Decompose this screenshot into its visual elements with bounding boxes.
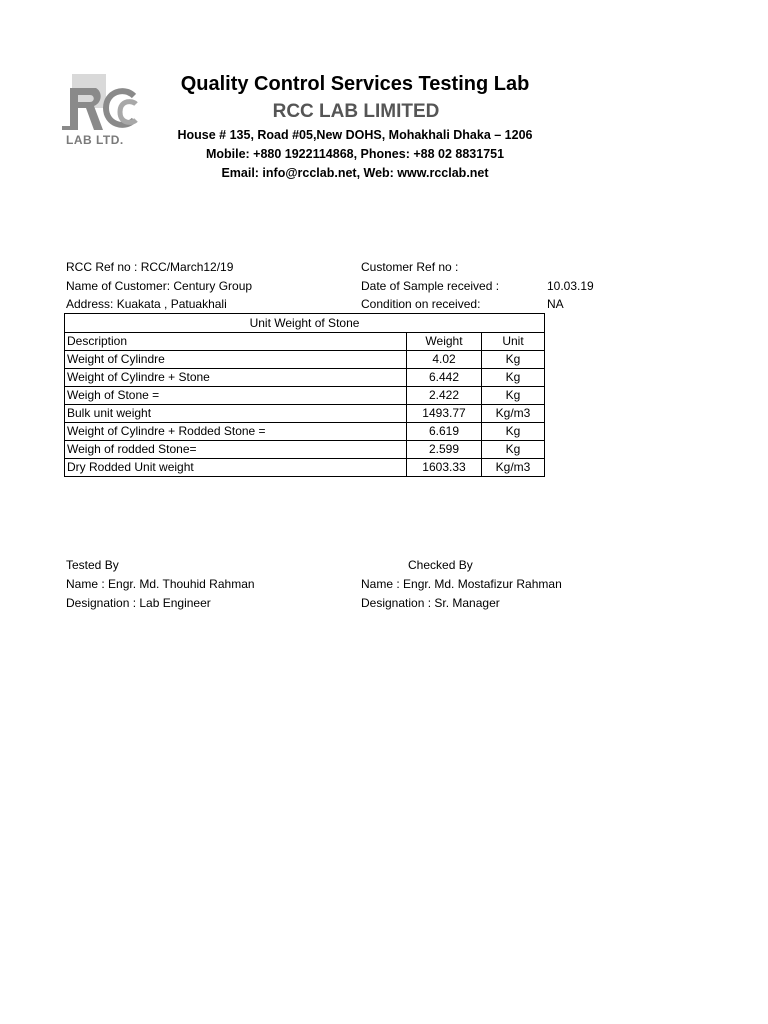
row-weight: 6.442 xyxy=(407,369,482,387)
table-header-row xyxy=(65,333,545,351)
row-description: Bulk unit weight xyxy=(65,405,407,423)
sample-date-value: 10.03.19 xyxy=(547,279,594,293)
row-unit: Kg/m3 xyxy=(482,459,545,477)
row-unit: Kg/m3 xyxy=(482,405,545,423)
table-row xyxy=(65,459,545,477)
row-description: Dry Rodded Unit weight xyxy=(65,459,407,477)
tested-by-name: Name : Engr. Md. Thouhid Rahman xyxy=(66,577,255,591)
rcc-ref-no: RCC Ref no : RCC/March12/19 xyxy=(66,260,234,274)
row-unit: Kg xyxy=(482,441,545,459)
header-unit: Unit xyxy=(482,333,545,351)
table-row xyxy=(65,441,545,459)
checked-by-designation: Designation : Sr. Manager xyxy=(361,596,500,610)
table-caption: Unit Weight of Stone xyxy=(65,314,545,333)
table-row xyxy=(65,369,545,387)
contact-line: Email: info@rcclab.net, Web: www.rcclab.net xyxy=(221,166,489,180)
row-description: Weight of Cylindre xyxy=(65,351,407,369)
table-row xyxy=(65,423,545,441)
customer-ref-label: Customer Ref no : xyxy=(361,260,459,274)
logo-subtitle: LAB LTD. xyxy=(66,133,124,147)
condition-label: Condition on received: xyxy=(361,297,481,311)
sample-date-label: Date of Sample received : xyxy=(361,279,500,293)
row-description: Weigh of Stone = xyxy=(65,387,407,405)
row-unit: Kg xyxy=(482,369,545,387)
table-row xyxy=(65,351,545,369)
phone-line: Mobile: +880 1922114868, Phones: +88 02 8831751 xyxy=(205,147,505,161)
tested-by-designation: Designation : Lab Engineer xyxy=(66,596,211,610)
row-unit: Kg xyxy=(482,387,545,405)
row-weight: 1493.77 xyxy=(407,405,482,423)
customer-name: Name of Customer: Century Group xyxy=(66,279,253,293)
row-description: Weigh of rodded Stone= xyxy=(65,441,407,459)
row-unit: Kg xyxy=(482,423,545,441)
row-weight: 4.02 xyxy=(407,351,482,369)
row-weight: 1603.33 xyxy=(407,459,482,477)
table-row xyxy=(65,405,545,423)
header-weight: Weight xyxy=(407,333,482,351)
table-row xyxy=(65,387,545,405)
row-description: Weight of Cylindre + Rodded Stone = xyxy=(65,423,407,441)
customer-address: Address: Kuakata , Patuakhali xyxy=(66,297,227,311)
condition-value: NA xyxy=(547,297,564,311)
row-weight: 2.422 xyxy=(407,387,482,405)
header-description: Description xyxy=(65,333,407,351)
lab-title: Quality Control Services Testing Lab xyxy=(180,73,530,95)
checked-by-label: Checked By xyxy=(408,558,473,572)
row-unit: Kg xyxy=(482,351,545,369)
unit-weight-table xyxy=(64,313,545,477)
address-line: House # 135, Road #05,New DOHS, Mohakhali Dhaka – 1206 xyxy=(177,128,533,142)
tested-by-label: Tested By xyxy=(66,558,119,572)
row-description: Weight of Cylindre + Stone xyxy=(65,369,407,387)
checked-by-name: Name : Engr. Md. Mostafizur Rahman xyxy=(361,577,562,591)
row-weight: 6.619 xyxy=(407,423,482,441)
company-name: RCC LAB LIMITED xyxy=(272,101,440,122)
row-weight: 2.599 xyxy=(407,441,482,459)
